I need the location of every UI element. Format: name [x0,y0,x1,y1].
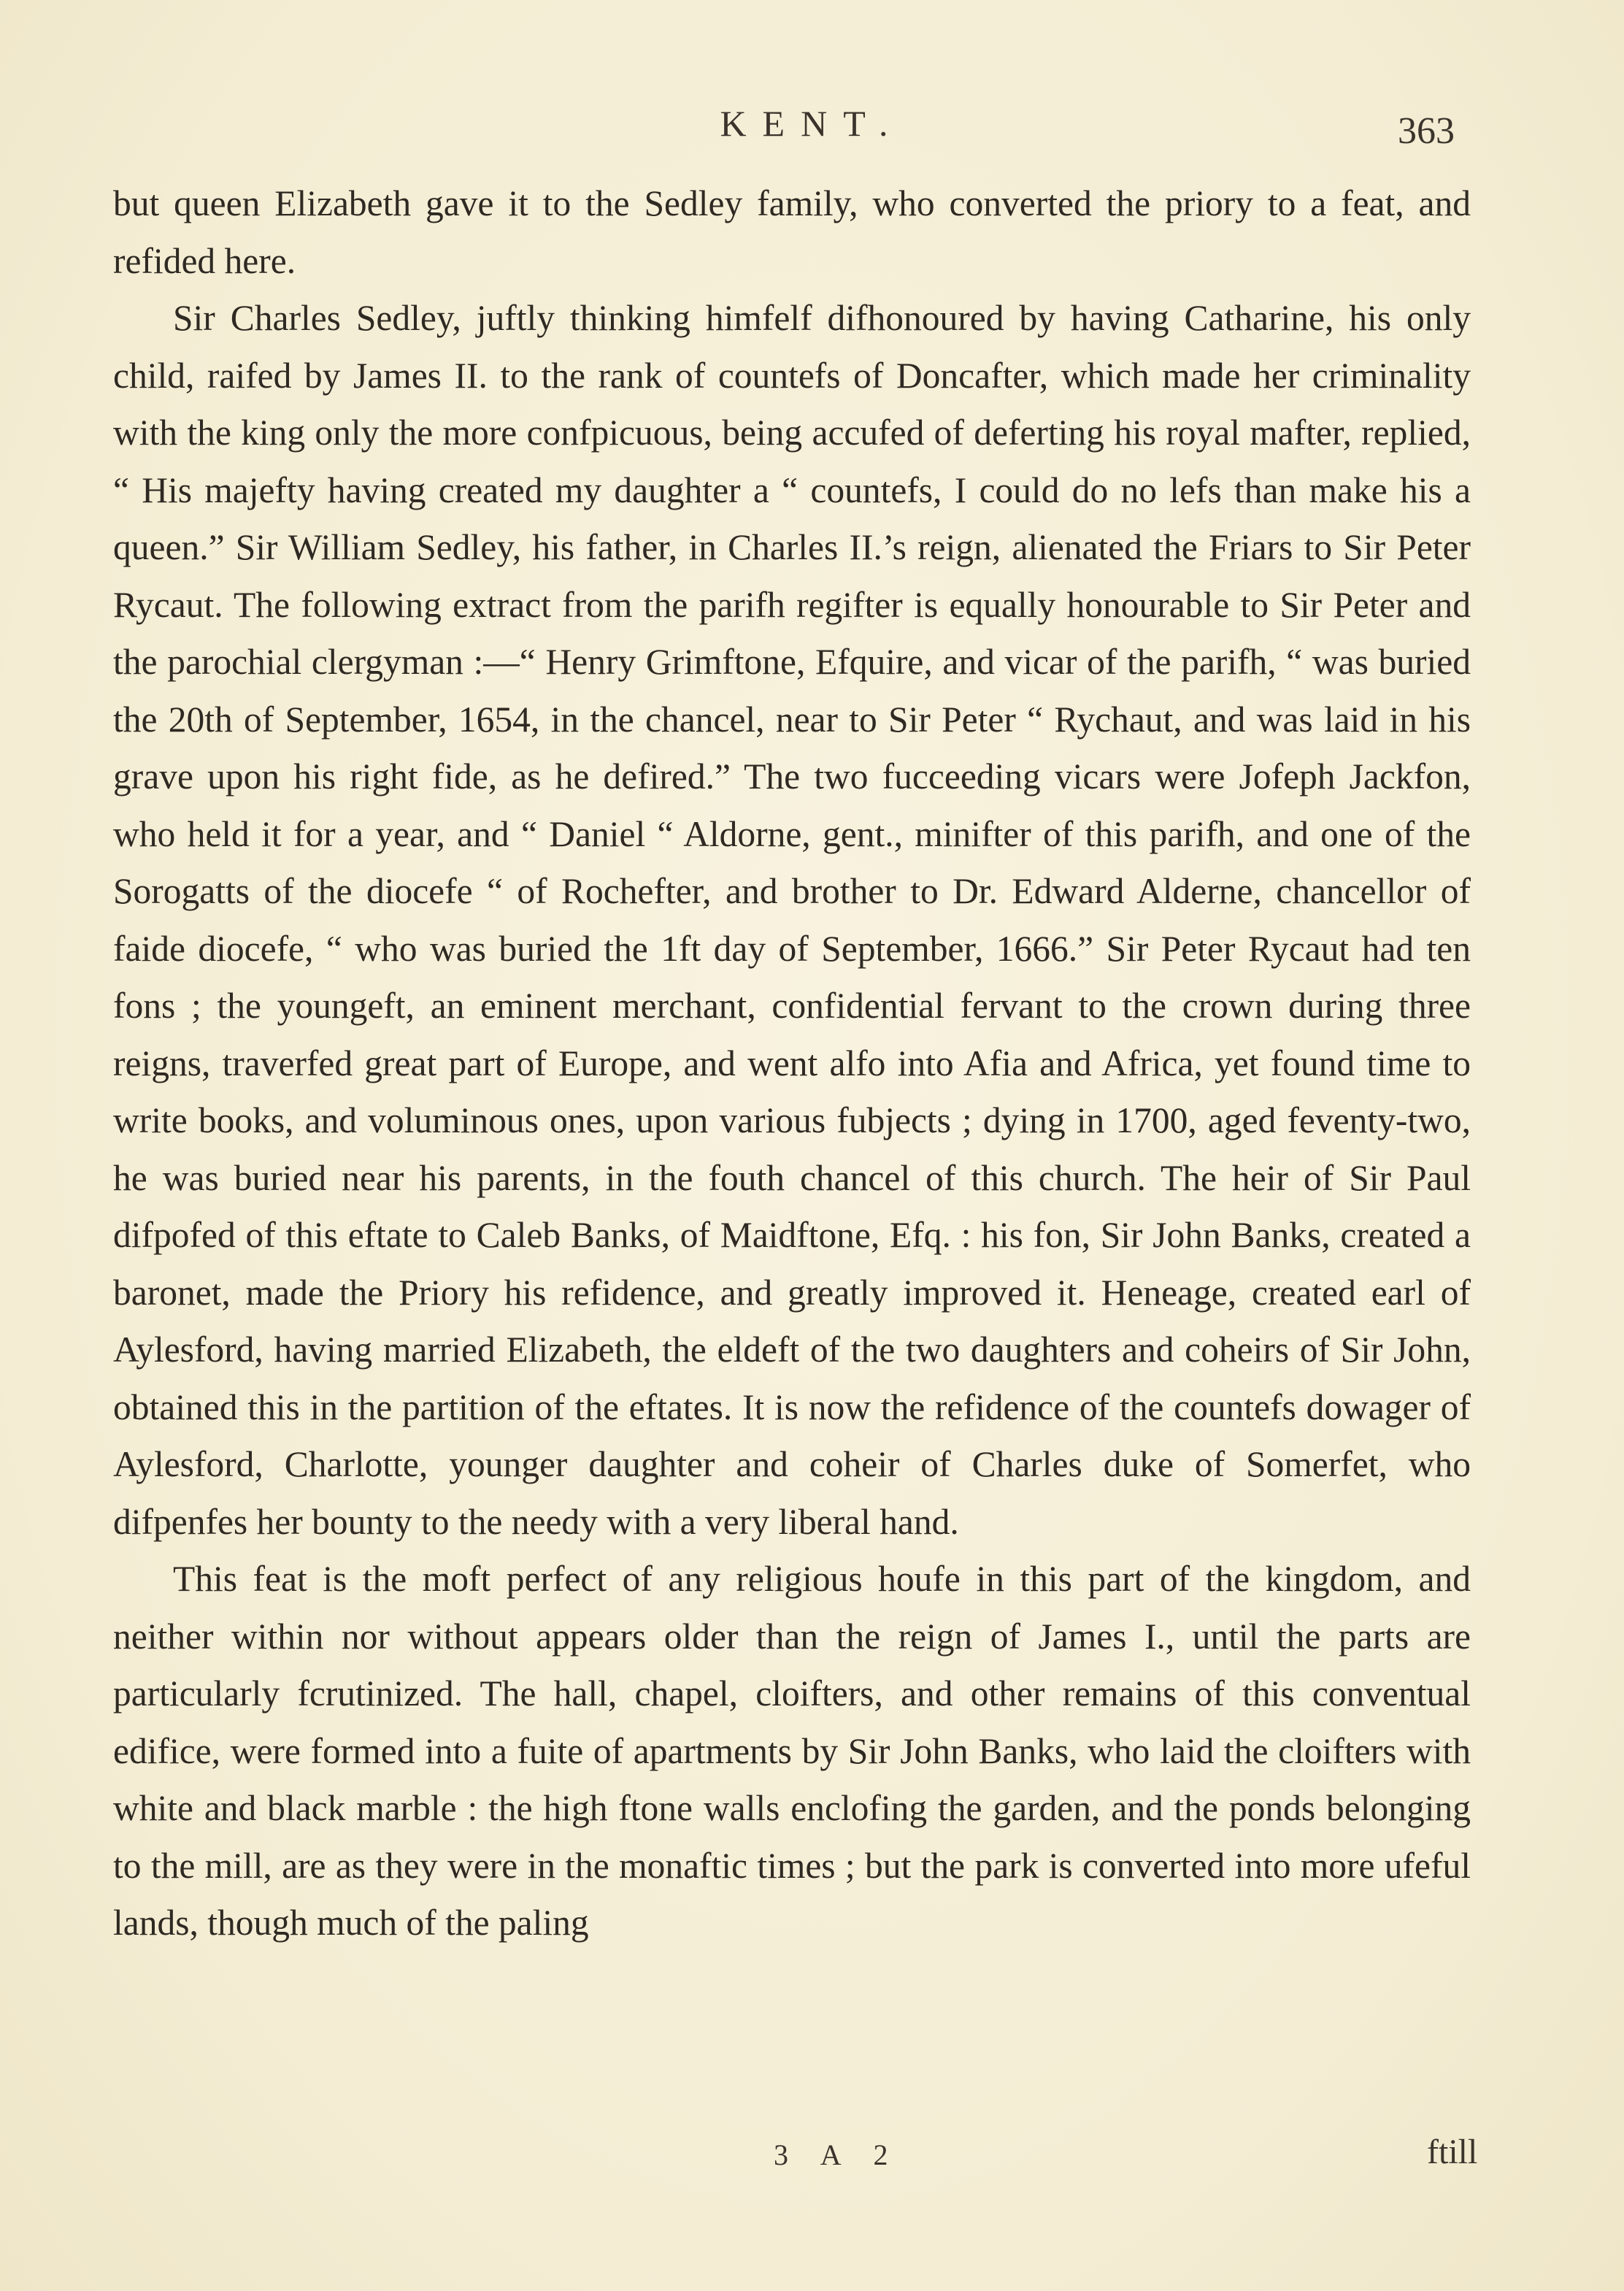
catchword: ftill [1427,2133,1478,2171]
page-number: 363 [1398,110,1455,152]
paragraph-3: This feat is the moft perfect of any religious houfe in this part of the kingdom, and neither within nor without appears older than the reign of James I., until the parts are particularly fcrutinized. The hall, chapel, cloifters, and other remains of this conventual edifice, were formed into a fuite of apartments by Sir John Banks, who laid the cloifters with white and black marble : the high ftone walls enclofing the garden, and the ponds belonging to the mill, are as they were in the monaftic times ; but the park is converted into more ufeful lands, though much of the paling [113,1559,1471,1943]
paragraph-2: Sir Charles Sedley, juftly thinking himfelf difhonoured by having Catharine, his only child, raifed by James II. to the rank of countefs of Doncafter, which made her criminality with the king only the more confpicuous, being accufed of deferting his royal mafter, replied, “ His majefty having created my daughter a “ countefs, I could do no lefs than make his a queen.” Sir William Sedley, his father, in Charles II.’s reign, alienated the Friars to Sir Peter Rycaut. The following extract from the parifh regifter is equally honourable to Sir Peter and the parochial clergyman :—“ Henry Grimftone, Efquire, and vicar of the parifh, “ was buried the 20th of September, 1654, in the chancel, near to Sir Peter “ Rychaut, and was laid in his grave upon his right fide, as he defired.” The two fucceeding vicars were Jofeph Jackfon, who held it for a year, and “ Daniel “ Aldorne, gent., minifter of this parifh, and one of the Sorogatts of the diocefe “ of Rochefter, and brother to Dr. Edward Alderne, chancellor of faide diocefe, “ who was buried the 1ft day of September, 1666.” Sir Peter Rycaut had ten fons ; the youngeft, an eminent merchant, confidential fervant to the crown during three reigns, traverfed great part of Europe, and went alfo into Afia and Africa, yet found time to write books, and voluminous ones, upon various fubjects ; dying in 1700, aged feventy-two, he was buried near his parents, in the fouth chancel of this church. The heir of Sir Paul difpofed of this eftate to Caleb Banks, of Maidftone, Efq. : his fon, Sir John Banks, created a baronet, made the Priory his refidence, and greatly improved it. Heneage, created earl of Aylesford, having married Elizabeth, the eldeft of the two daughters and coheirs of Sir John, obtained this in the partition of the eftates. It is now the refidence of the countefs dowager of Aylesford, Charlotte, younger daughter and coheir of Charles duke of Somerfet, who difpenfes her bounty to the needy with a very liberal hand. [113,298,1471,1542]
body-text [113,175,1471,1952]
running-head: KENT. [720,103,904,144]
printer-signature: 3 A 2 [774,2138,901,2171]
paragraph-1: but queen Elizabeth gave it to the Sedley family, who converted the priory to a feat, and refided here. [113,183,1471,281]
